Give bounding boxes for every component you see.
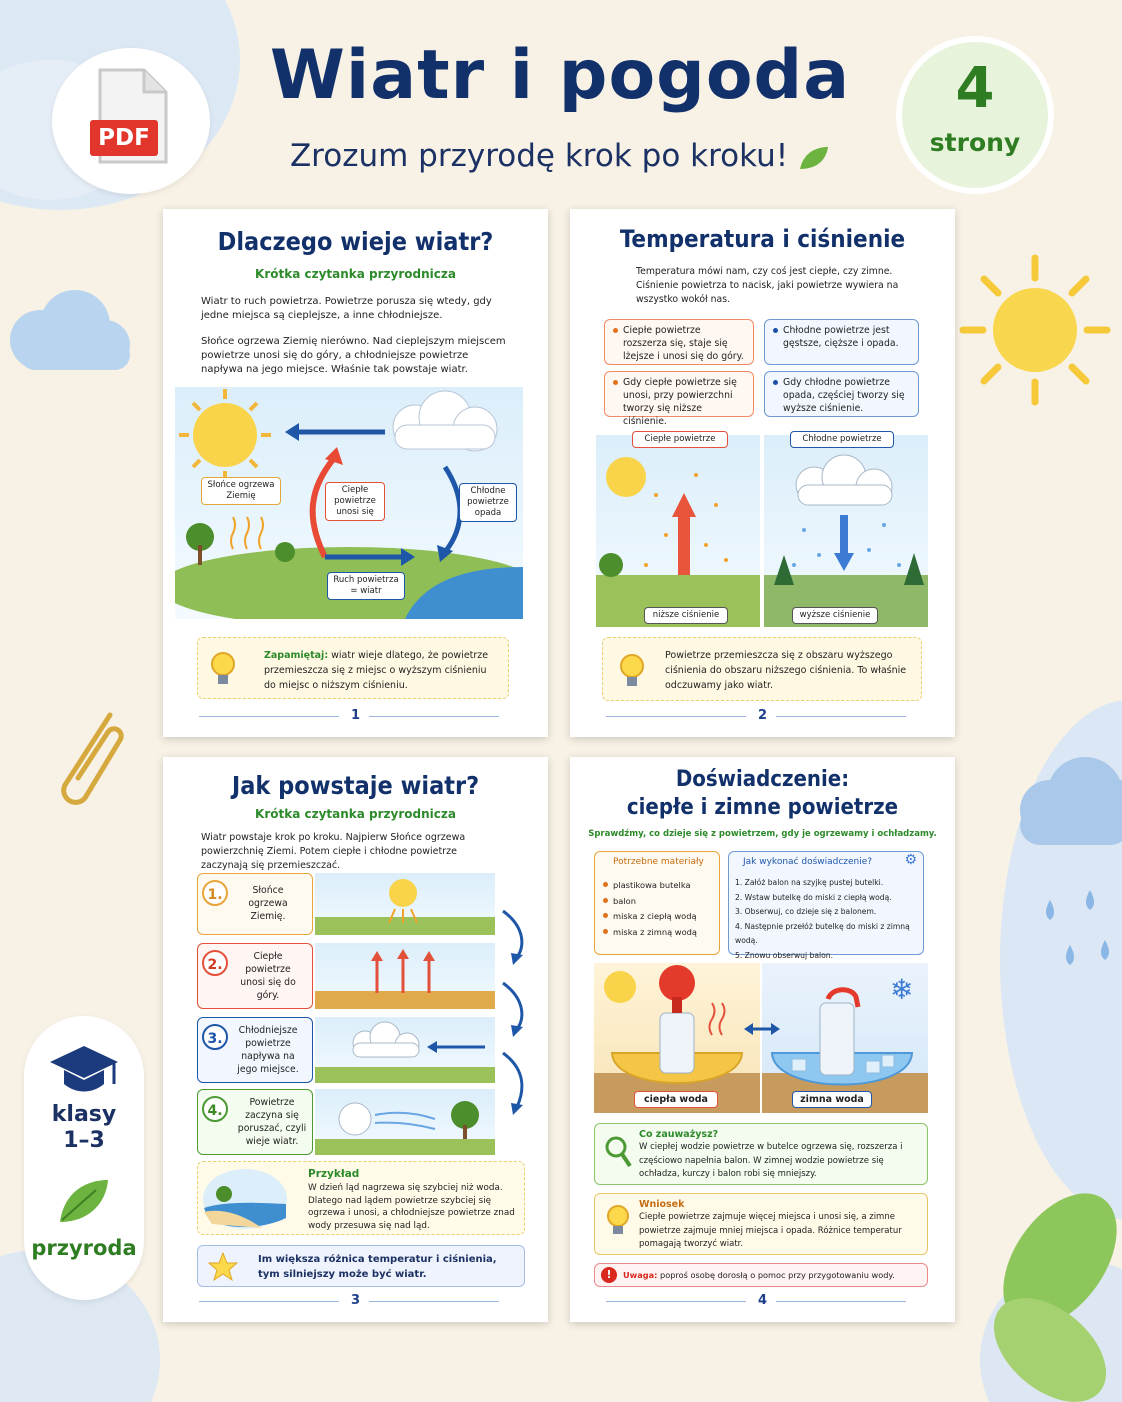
page1-subtitle: Krótka czytanka przyrodnicza: [255, 267, 456, 281]
pages-count: 4: [955, 56, 995, 121]
lightbulb-icon: [617, 652, 647, 690]
pages-badge: [896, 36, 1054, 194]
page4-number: 4: [757, 1293, 768, 1308]
sun-icon: [955, 250, 1115, 410]
worksheet-page-3: [163, 757, 548, 1322]
step-text: Słońce ogrzewa Ziemię.: [248, 885, 288, 922]
page2-box-warm-2-text: Gdy ciepłe powietrze się unosi, przy powierzchni tworzy się niższe ciśnienie.: [611, 376, 747, 428]
materials-head: Potrzebne materiały: [613, 857, 704, 867]
warning-box: [594, 1263, 928, 1287]
step-4-illustration: [315, 1089, 495, 1155]
page2-number: 2: [757, 708, 768, 723]
page3-intro: Wiatr powstaje krok po kroku. Najpierw Słońce ogrzewa powierzchnię Ziemi. Potem ciepłe i chłodne powietrze zaczynają się przemieszczać.: [201, 832, 466, 871]
leaf-icon: [56, 1176, 112, 1226]
notice-head: Co zauważysz?: [639, 1129, 719, 1140]
rain-cloud-icon: [1010, 750, 1122, 990]
step-card-1: [197, 873, 313, 935]
material-item: miska z ciepłą wodą: [601, 909, 715, 925]
page2-box-cold-1-text: Chłodne powietrze jest gęstsze, cięższe i opada.: [771, 324, 912, 350]
grade-subject-badge: [24, 1016, 144, 1300]
page1-number: 1: [350, 708, 361, 723]
page2-summary-box: [602, 637, 922, 701]
subject-label: przyroda: [31, 1236, 137, 1260]
beach-illustration: [202, 1168, 288, 1230]
page3-subtitle: Krótka czytanka przyrodnicza: [255, 807, 456, 821]
page2-intro: Temperatura mówi nam, czy coś jest ciepłe, czy zimne. Ciśnienie powietrza to nacisk, jaki powietrze wywiera na wszystko wokół nas.: [636, 266, 899, 305]
warning-head: Uwaga:: [623, 1270, 658, 1280]
worksheet-page-4: [570, 757, 955, 1322]
notice-box: [594, 1123, 928, 1185]
howto-step: 1. Załóż balon na szyjkę pustej butelki.: [735, 878, 884, 887]
double-arrow-icon: [744, 1021, 780, 1037]
page-title: Wiatr i pogoda: [269, 36, 851, 115]
leaf-decoration: [960, 1180, 1122, 1402]
cold-air-label: Chłodne powietrze: [790, 431, 894, 448]
page4-subtitle: Sprawdźmy, co dzieje się z powietrzem, gdy je ogrzewamy i ochładzamy.: [588, 829, 937, 839]
materials-list: [601, 878, 715, 940]
page2-box-warm-1: [604, 319, 754, 365]
page1-paragraph-1: Wiatr to ruch powietrza. Powietrze porusza się wtedy, gdy jedne miejsca są cieplejsze, a inne chłodniejsze.: [201, 296, 492, 321]
howto-step: 2. Wstaw butelkę do miski z ciepłą wodą.: [735, 892, 892, 902]
label-air-movement: Ruch powietrza = wiatr: [327, 572, 405, 600]
star-icon: [208, 1252, 238, 1282]
page2-box-cold-1: [764, 319, 919, 365]
conclusion-head: Wniosek: [639, 1199, 685, 1210]
remember-head: Zapamiętaj:: [264, 650, 329, 661]
page-subtitle-text: Zrozum przyrodę krok po kroku!: [289, 138, 789, 174]
cold-air-illustration: [764, 435, 928, 627]
conclusion-text: Ciepłe powietrze zajmuje więcej miejsca i unosi się, a zimne powietrze zajmuje mniej miejsca i opada. Różnice temperatur pomagają tworzyć wiatr.: [639, 1212, 902, 1249]
page2-box-warm-2: [604, 371, 754, 427]
page3-title: Jak powstaje wiatr?: [231, 771, 480, 800]
flow-arrows: [495, 907, 535, 1157]
star-text: Im większa różnica temperatur i ciśnienia, tym silniejszy może być wiatr.: [258, 1254, 497, 1280]
worksheet-page-2: [570, 209, 955, 737]
conclusion-box: [594, 1193, 928, 1255]
warning-body: poproś osobę dorosłą o pomoc przy przygotowaniu wody.: [657, 1270, 895, 1280]
label-cold-air-sinks: Chłodne powietrze opada: [459, 483, 517, 522]
leaf-icon: [798, 145, 830, 171]
step-number: 1.: [202, 880, 228, 906]
page3-number: 3: [350, 1293, 361, 1308]
example-text: W dzień ląd nagrzewa się szybciej niż woda. Dlatego nad lądem powietrze szybciej się ogrzewa i unosi, a chłodniejsze powietrze znad wody przesuwa się nad ląd.: [308, 1183, 515, 1231]
step-number: 2.: [202, 950, 228, 976]
gear-icon: ⚙: [904, 852, 917, 868]
lightbulb-icon: [605, 1204, 631, 1238]
warm-water-label: ciepła woda: [634, 1091, 718, 1108]
page4-title-line2: ciepłe i zimne powietrze: [626, 795, 899, 820]
step-card-4: [197, 1089, 313, 1155]
grade-label: klasy: [51, 1102, 117, 1127]
material-item: miska z zimną wodą: [601, 925, 715, 941]
page2-box-cold-2-text: Gdy chłodne powietrze opada, częściej tworzy się wyższe ciśnienie.: [771, 376, 912, 415]
svg-text:❄: ❄: [890, 973, 914, 1006]
step-1-illustration: [315, 873, 495, 935]
howto-step: 3. Obserwuj, co dzieje się z balonem.: [735, 907, 877, 916]
label-sun-heats-earth: Słońce ogrzewa Ziemię: [201, 477, 281, 505]
high-pressure-label: wyższe ciśnienie: [792, 607, 878, 624]
page1-title: Dlaczego wieje wiatr?: [217, 227, 494, 256]
materials-box: [594, 851, 720, 955]
paperclip-icon: [40, 700, 130, 810]
notice-text: W ciepłej wodzie powietrze w butelce ogrzewa się, rozszerza i częściowo napełnia balon. W zimnej wodzie powietrze się ochładza, kurczy i balon robi się mniejszy.: [639, 1142, 903, 1179]
magnifier-icon: [603, 1134, 633, 1170]
page-subtitle: [230, 138, 890, 174]
step-card-2: [197, 943, 313, 1009]
example-head: Przykład: [308, 1168, 360, 1180]
remember-text: [264, 648, 500, 693]
warning-text: [623, 1269, 923, 1282]
howto-list: [735, 876, 921, 963]
step-number: 4.: [202, 1096, 228, 1122]
howto-head: Jak wykonać doświadczenie?: [743, 857, 873, 867]
page2-box-warm-1-text: Ciepłe powietrze rozszerza się, staje się lżejsze i unosi się do góry.: [611, 324, 747, 363]
example-box: [197, 1161, 525, 1235]
howto-box: [728, 851, 924, 960]
page2-box-cold-2: [764, 371, 919, 417]
remember-box: [197, 637, 509, 699]
star-box: [197, 1245, 525, 1287]
label-warm-air-rises: Ciepłe powietrze unosi się: [325, 482, 385, 521]
step-3-illustration: [315, 1017, 495, 1083]
wind-cycle-illustration: [175, 387, 523, 619]
worksheet-page-1: [163, 209, 548, 737]
lightbulb-icon: [208, 650, 238, 688]
step-text: Powietrze zaczyna się poruszać, czyli wieje wiatr.: [237, 1097, 307, 1147]
howto-step: 4. Następnie przełóż butelkę do miski z zimną wodą.: [735, 921, 910, 945]
howto-step: 5. Znowu obserwuj balon.: [735, 950, 833, 960]
warning-icon: !: [601, 1267, 617, 1283]
warm-air-label: Ciepłe powietrze: [632, 431, 728, 448]
step-text: Chłodniejsze powietrze napływa na jego miejsce.: [237, 1025, 299, 1075]
step-card-3: [197, 1017, 313, 1083]
cloud-icon: [0, 280, 140, 390]
cold-water-label: zimna woda: [792, 1091, 872, 1108]
material-item: plastikowa butelka: [601, 878, 715, 894]
remember-body: wiatr wieje dlatego, że powietrze przemieszcza się z miejsc o wyższym ciśnieniu do miejsc o niższym ciśnieniu.: [264, 650, 489, 691]
grade-range: 1–3: [63, 1128, 105, 1153]
step-2-illustration: [315, 943, 495, 1009]
page4-title-line1: Doświadczenie:: [675, 767, 850, 792]
pdf-badge: [52, 48, 210, 194]
page2-title: Temperatura i ciśnienie: [619, 225, 906, 253]
graduation-cap-icon: [48, 1044, 120, 1096]
material-item: balon: [601, 894, 715, 910]
step-number: 3.: [202, 1024, 228, 1050]
page2-summary-text: Powietrze przemieszcza się z obszaru wyższego ciśnienia do obszaru niższego ciśnienia. To właśnie odczuwamy jako wiatr.: [665, 650, 907, 691]
low-pressure-label: niższe ciśnienie: [644, 607, 728, 624]
warm-air-illustration: [596, 435, 760, 627]
pdf-label: PDF: [90, 120, 158, 156]
pages-label: strony: [929, 128, 1021, 157]
page1-paragraph-2: Słońce ogrzewa Ziemię nierówno. Nad cieplejszym miejscem powietrze unosi się do góry, a chłodniejsze powietrze napływa na jego miejsce. Właśnie tak powstaje wiatr.: [201, 336, 506, 375]
step-text: Ciepłe powietrze unosi się do góry.: [240, 951, 296, 1001]
